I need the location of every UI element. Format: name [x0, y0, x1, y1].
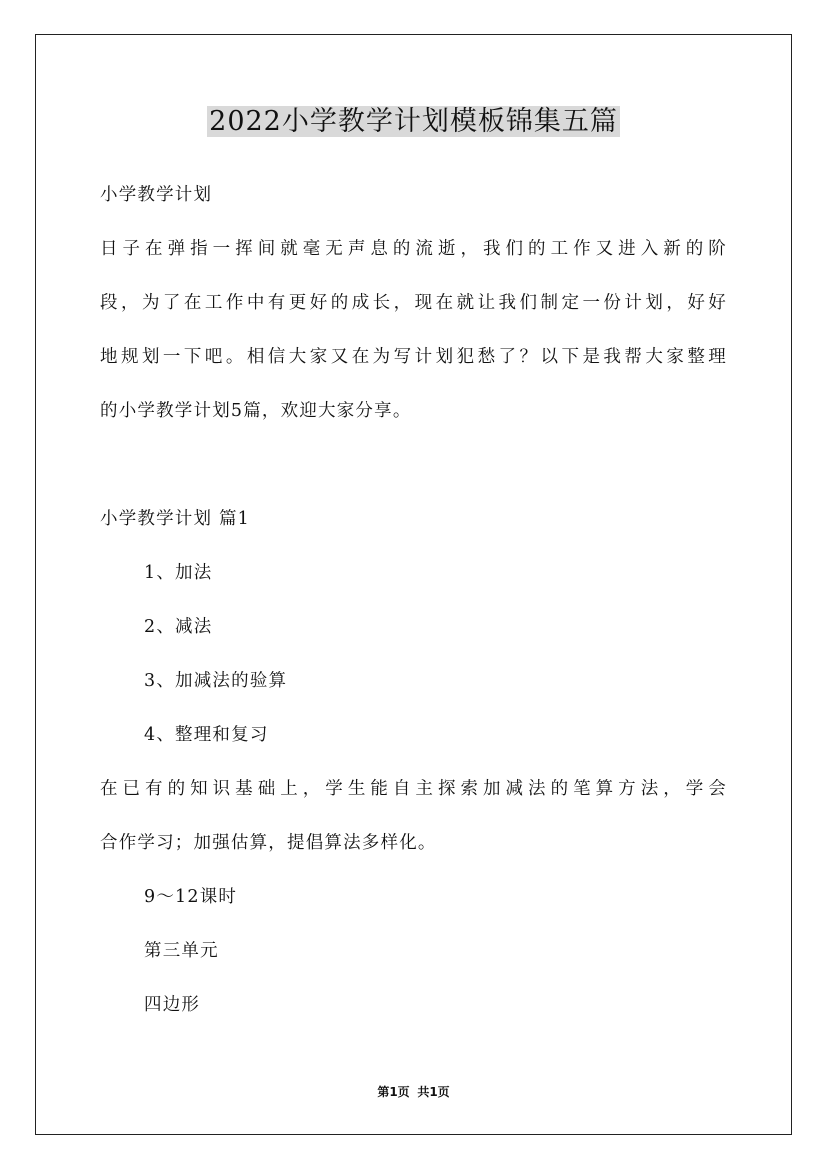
intro-line-3: 地规划一下吧。相信大家又在为写计划犯愁了？以下是我帮大家整理 [100, 347, 727, 367]
document-title-block [0, 100, 827, 144]
document-title: 2022小学教学计划模板锦集五篇 [209, 106, 618, 137]
unit-label: 第三单元 [144, 941, 219, 961]
list-item: 3、加减法的验算 [144, 671, 288, 691]
page-total: 共1页 [417, 1085, 450, 1099]
intro-line-1: 日子在弹指一挥间就毫无声息的流逝，我们的工作又进入新的阶 [100, 239, 727, 259]
list-item: 4、整理和复习 [144, 725, 269, 745]
lesson-hours: 9～12课时 [144, 887, 238, 907]
section-heading: 小学教学计划 [100, 185, 213, 205]
list-item: 1、加法 [144, 563, 213, 583]
list-item: 2、减法 [144, 617, 213, 637]
topic-label: 四边形 [144, 995, 201, 1015]
intro-line-4: 的小学教学计划5篇，欢迎大家分享。 [100, 401, 412, 421]
paragraph-line-1: 在已有的知识基础上，学生能自主探索加减法的笔算方法，学会 [100, 779, 727, 799]
page-footer [0, 1083, 827, 1101]
section-heading-part-1: 小学教学计划 篇1 [100, 509, 250, 529]
intro-line-2: 段，为了在工作中有更好的成长，现在就让我们制定一份计划，好好 [100, 293, 727, 313]
page-number: 第1页 [377, 1085, 410, 1099]
paragraph-line-2: 合作学习；加强估算，提倡算法多样化。 [100, 833, 437, 853]
